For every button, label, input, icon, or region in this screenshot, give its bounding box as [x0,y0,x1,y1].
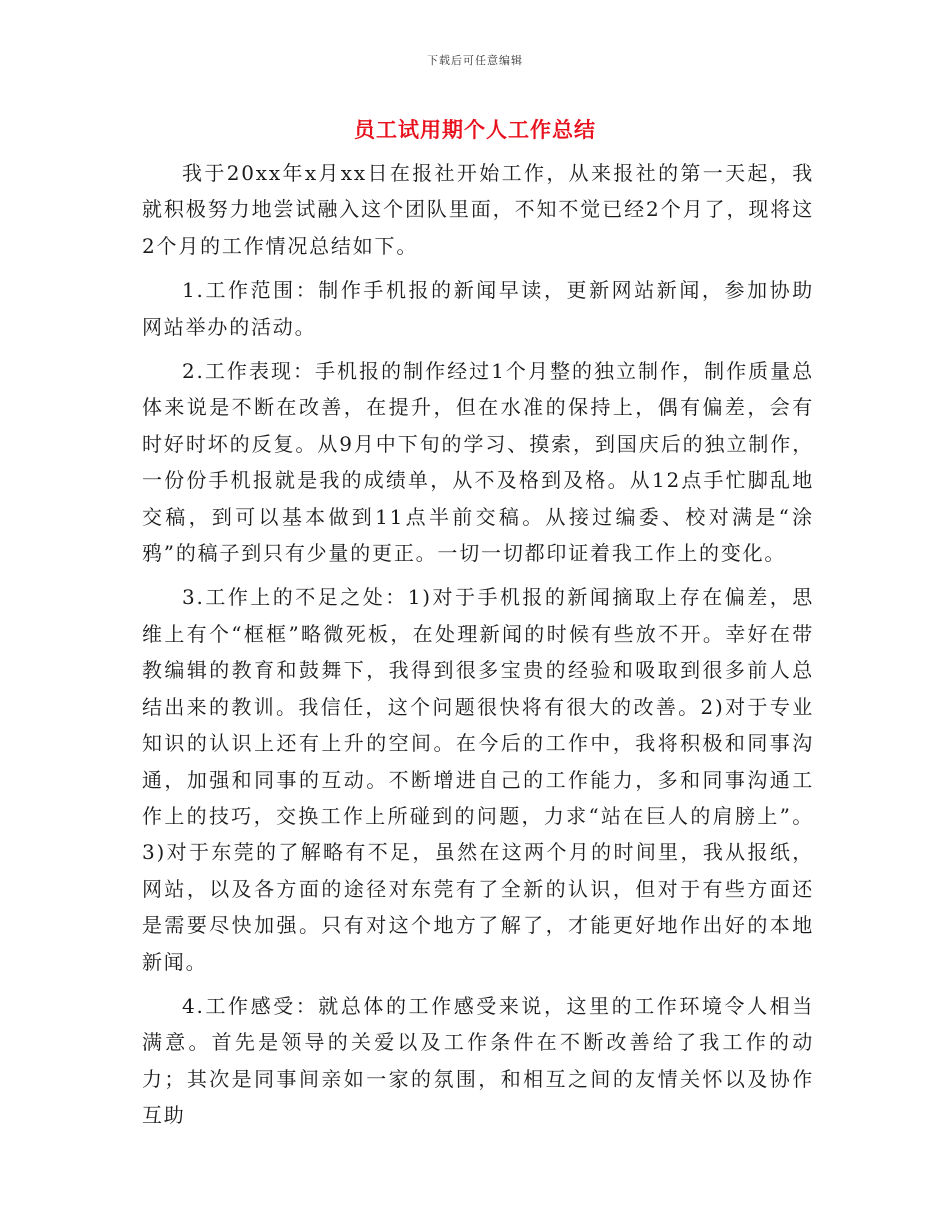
paragraph-work-feelings: 4.工作感受：就总体的工作感受来说，这里的工作环境令人相当满意。首先是领导的关爱以及工作条件在不断改善给了我工作的动力；其次是同事间亲如一家的氛围，和相互之间的友情关怀以及协作互助 [142,993,814,1128]
paragraph-work-scope: 1.工作范围：制作手机报的新闻早读，更新网站新闻，参加协助网站举办的活动。 [142,278,814,339]
paragraph-shortcomings: 3.工作上的不足之处：1)对于手机报的新闻摘取上存在偏差，思维上有个“框框”略微死板，在处理新闻的时候有些放不开。幸好在带教编辑的教育和鼓舞下，我得到很多宝贵的经验和吸取到很多前人总结出来的教训。我信任，这个问题很快将有很大的改善。2)对于专业知识的认识上还有上升的空间。在今后的工作中，我将积极和同事沟通，加强和同事的互动。不断增进自己的工作能力，多和同事沟通工作上的技巧，交换工作上所碰到的问题，力求“站在巨人的肩膀上”。3)对于东莞的了解略有不足，虽然在这两个月的时间里，我从报纸，网站，以及各方面的途径对东莞有了全新的认识，但对于有些方面还是需要尽快加强。只有对这个地方了解了，才能更好地作出好的本地新闻。 [142,585,814,974]
document-body [142,155,814,1142]
paragraph-intro: 我于20xx年x月xx日在报社开始工作，从来报社的第一天起，我就积极努力地尝试融入这个团队里面，不知不觉已经2个月了，现将这2个月的工作情况总结如下。 [142,161,814,258]
document-title: 员工试用期个人工作总结 [354,117,596,142]
paragraph-work-performance: 2.工作表现：手机报的制作经过1个月整的独立制作，制作质量总体来说是不断在改善，在提升，但在水准的保持上，偶有偏差，会有时好时坏的反复。从9月中下旬的学习、摸索，到国庆后的独立制作，一份份手机报就是我的成绩单，从不及格到及格。从12点手忙脚乱地交稿，到可以基本做到11点半前交稿。从接过编委、校对满是“涂鸦”的稿子到只有少量的更正。一切一切都印证着我工作上的变化。 [142,359,814,566]
page-header: 下载后可任意编辑 [427,54,523,67]
